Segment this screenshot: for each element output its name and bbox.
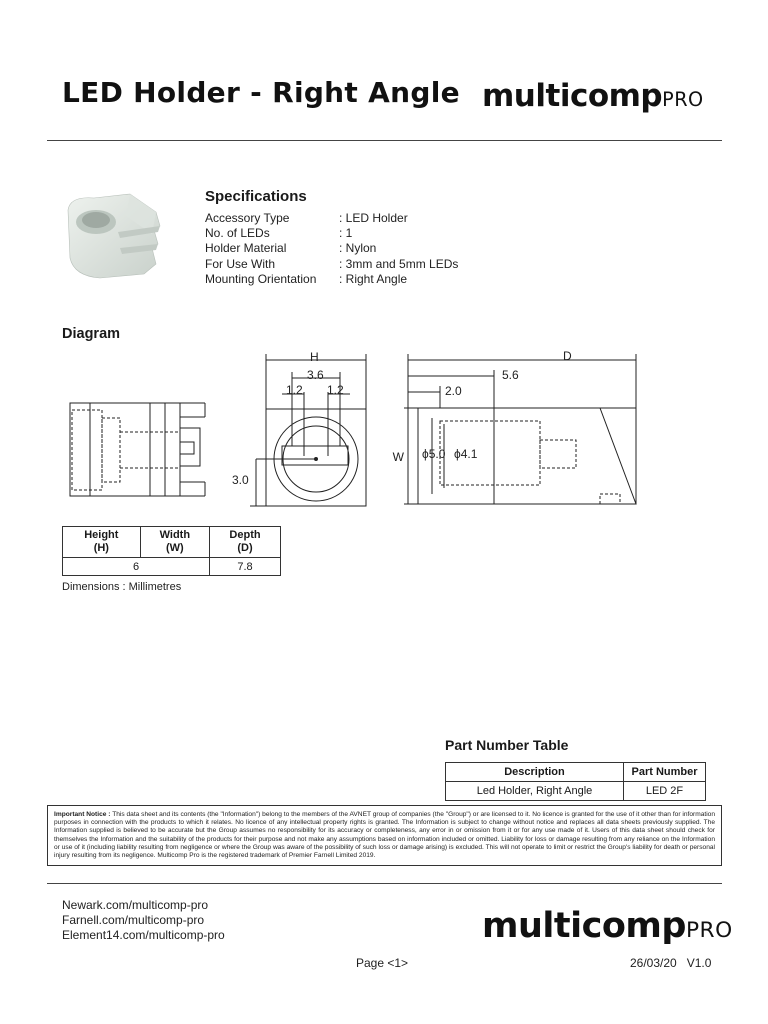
table-header-row [63,527,281,558]
footer-link-farnell[interactable]: Farnell.com/multicomp-pro [62,913,205,927]
part-number-table [445,762,706,801]
spec-label: For Use With [205,257,276,271]
dim-label-5-6: 5.6 [502,368,519,382]
notice-label: Important Notice : [54,811,111,818]
table-cell-height-width: 6 [63,558,210,576]
table-header-part-number: Part Number [624,763,706,782]
product-photo [60,182,170,282]
spec-row [205,226,352,240]
footer-link-newark[interactable]: Newark.com/multicomp-pro [62,898,209,912]
dim-label-1-2: 1.2 [327,383,344,397]
table-row [63,558,281,576]
header-line: (D) [237,542,253,554]
dim-label-1-2: 1.2 [286,383,303,397]
brand-logo-top [482,78,704,114]
important-notice [47,805,722,866]
profile-view-drawing [404,354,636,504]
brand-logo-bottom [482,906,733,946]
spec-value: : 3mm and 5mm LEDs [339,257,459,271]
dim-label-3-0: 3.0 [232,473,249,487]
dim-label-phi-4-1: ϕ4.1 [454,447,478,461]
dim-label-2-0: 2.0 [445,384,462,398]
spec-value: : 1 [339,226,353,240]
notice-text: This data sheet and its contents (the "Information") belong to the members of the AVNET group of companies (the "Group") or are licensed to it. No licence is granted for the use of it other than for information purposes in connection with the products to which it relates. No licence of any intellectual property rights is granted. The Information is subject to change without notice and replaces all data sheets previously supplied. The Information supplied is believed to be accurate but the Group assumes no responsibility for its accuracy or completeness, any error in or omission from it or for any use made of it. Users of this data sheet should check for themselves the Information and the suitability of the products for their purpose and not make any assumptions based on information included or omitted. Liability for loss or damage resulting from any reliance on the Information or use of it (including liability resulting from negligence or where the Group was aware of the possibility of such loss or damage arising) is excluded. This will not operate to limit or restrict the Group's liability for death or personal injury resulting from its negligence. Multicomp Pro is the registered trademark of Premier Farnell Limited 2019. [54,811,715,860]
spec-row [205,211,408,225]
header-line: Width [159,529,191,541]
dim-label-w: W [392,450,404,464]
table-header-height [63,527,141,558]
page-number: Page <1> [356,956,409,970]
header-line: Depth [229,529,261,541]
header-line: (H) [93,542,109,554]
table-cell-depth: 7.8 [210,558,281,576]
table-header-row [446,763,706,782]
table-header-description: Description [446,763,624,782]
brand-logo-suffix: PRO [685,918,733,943]
dim-label-3-6: 3.6 [307,368,324,382]
brand-logo-text: multicomp [482,78,663,114]
spec-label: Mounting Orientation [205,272,317,286]
dimensions-table [62,526,281,576]
dim-label-phi-5-0: ϕ5.0 [422,447,446,461]
spec-label: Holder Material [205,241,287,255]
table-header-depth [210,527,281,558]
part-number-heading: Part Number Table [445,737,569,753]
spec-value: : Right Angle [339,272,408,286]
dim-label-h: H [310,350,319,364]
dimensions-note: Dimensions : Millimetres [62,581,182,593]
technical-diagram [60,346,640,516]
spec-row [205,241,376,255]
brand-logo-suffix: PRO [662,88,704,111]
specifications-heading: Specifications [205,188,307,205]
brand-logo-text: multicomp [482,906,686,946]
table-header-width [140,527,209,558]
header-line: Height [84,529,119,541]
header-line: (W) [166,542,184,554]
spec-value: : Nylon [339,241,377,255]
table-cell-description: Led Holder, Right Angle [446,782,624,801]
header-divider [47,140,722,141]
spec-value: : LED Holder [339,211,408,225]
spec-row [205,257,458,271]
page-title: LED Holder - Right Angle [62,76,460,109]
spec-label: Accessory Type [205,211,290,225]
table-cell-part-number: LED 2F [624,782,706,801]
date-version: 26/03/20 V1.0 [630,956,712,970]
spec-row [205,272,407,286]
footer-link-element14[interactable]: Element14.com/multicomp-pro [62,928,225,942]
dim-label-d: D [563,349,572,363]
diagram-heading: Diagram [62,326,121,342]
side-view-drawing [70,403,205,496]
table-row [446,782,706,801]
spec-label: No. of LEDs [205,226,270,240]
footer-divider [47,883,722,884]
